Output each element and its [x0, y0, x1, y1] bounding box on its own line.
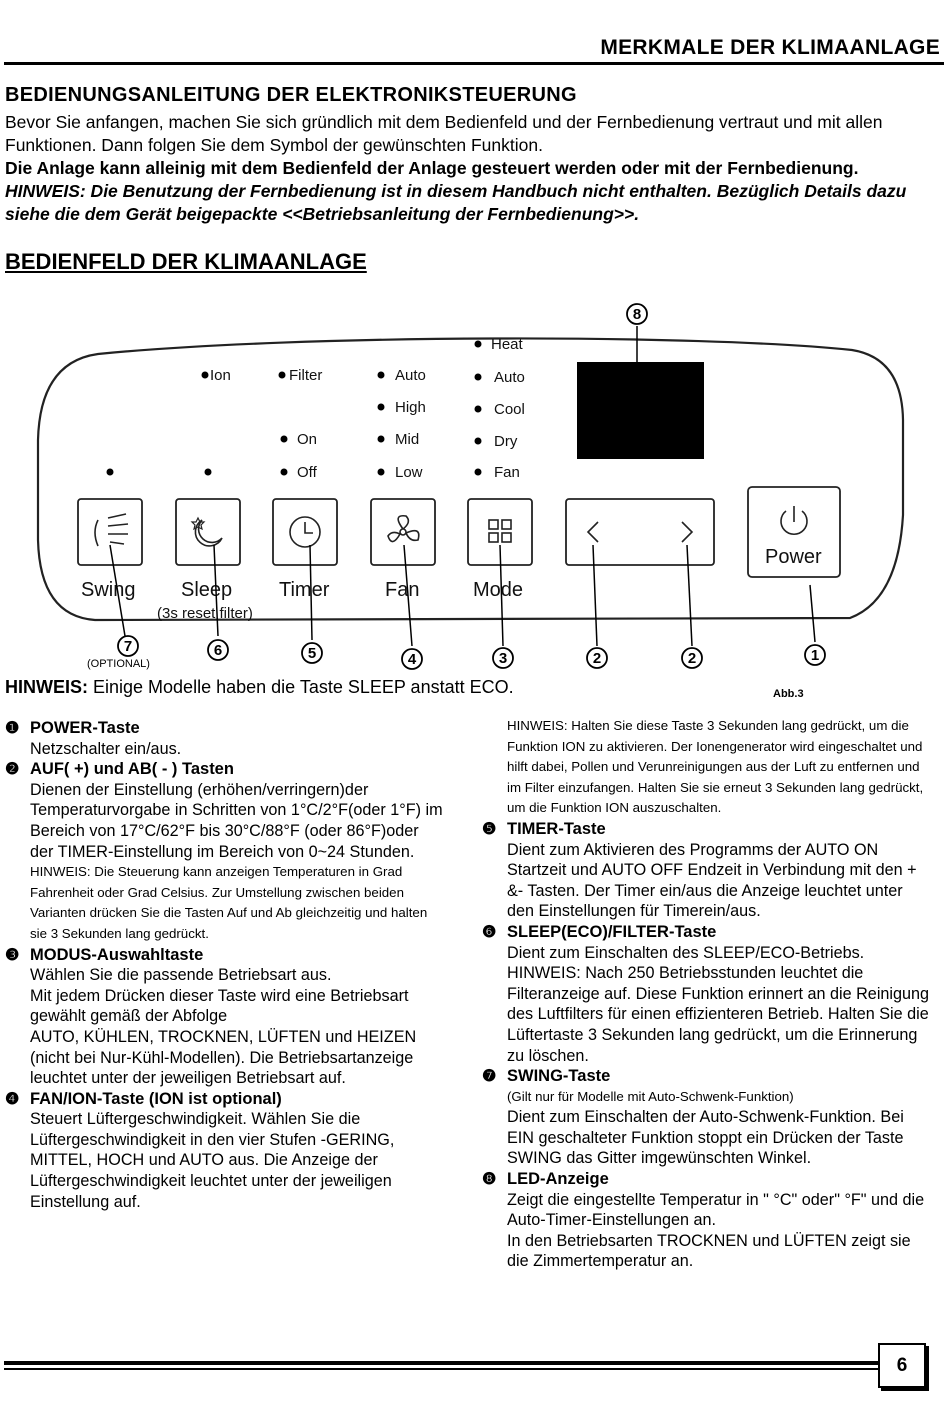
swing-button	[78, 499, 142, 565]
item-fan-ion	[5, 1089, 445, 1213]
indicator-cool: Cool	[494, 401, 525, 418]
item-number: ❸	[5, 945, 20, 964]
item-text: Wählen Sie die passende Betriebsart aus.	[30, 966, 332, 985]
item-text: In den Betriebsarten TROCKNEN und LÜFTEN zeigt sie die Zimmertemperatur an.	[507, 1231, 911, 1271]
item-timer	[482, 819, 932, 922]
item-title: AUF( +) und AB( - ) Tasten	[30, 760, 234, 779]
intro-paragraph: Bevor Sie anfangen, machen Sie sich gründlich mit dem Bedienfeld und der Fernbedienung vertraut und mit allen Funktionen. Dann folgen Sie dem Symbol der gewünschten Funktion.	[5, 112, 883, 155]
manual-title: BEDIENUNGSANLEITUNG DER ELEKTRONIKSTEUERUNG	[5, 84, 577, 106]
indicator-high: High	[395, 399, 426, 416]
item-text: Dient zum Einschalten des SLEEP/ECO-Betriebs. HINWEIS: Nach 250 Betriebsstunden leuchtet die Filteranzeige auf. Diese Funktion erinnert an die Reinigung des Luftfilters für einen effizienteren Betrieb. Halten Sie die Lüftertaste 3 Sekunden lang gedrückt, um die Erinnerung zu löschen.	[507, 943, 930, 1065]
indicator-mode-auto: Auto	[494, 369, 525, 386]
swing-label: Swing	[81, 579, 136, 601]
fan-button	[371, 499, 435, 565]
timer-label: Timer	[279, 579, 330, 601]
models-note	[5, 677, 514, 698]
callout-1: 1	[810, 647, 820, 664]
indicator-filter: Filter	[289, 367, 323, 384]
sleep-sublabel: (3s reset filter)	[157, 605, 253, 622]
callout-line-2a	[593, 545, 597, 646]
indicator-mid: Mid	[395, 431, 420, 448]
item-number: ❽	[482, 1170, 497, 1189]
callout-2a: 2	[592, 650, 602, 667]
callout-3: 3	[498, 650, 508, 667]
item-text: Netzschalter ein/aus.	[30, 739, 182, 758]
indicator-low: Low	[395, 464, 423, 481]
intro-note: HINWEIS: Die Benutzung der Fernbedienung ist in diesem Handbuch nicht enthalten. Bezüglich Details dazu siehe die dem Gerät beigepackte <<Betriebsanleitung der Fernbedienung>>.	[5, 181, 907, 224]
indicator-ion: Ion	[210, 367, 231, 384]
item-text: Dient zum Aktivieren des Programms der AUTO ON Startzeit und AUTO OFF Endzeit in Verbindung mit den + &- Tasten. Der Timer ein/aus die Anzeige leuchtet unter den Einstellungen für Timerein/aus.	[507, 840, 917, 921]
item-text: AUTO, KÜHLEN, TROCKNEN, LÜFTEN und HEIZEN (nicht bei Nur-Kühl-Modellen). Die Betriebsartanzeige leuchtet unter der jeweiligen Betriebsart auf.	[30, 1027, 417, 1088]
item-note: (Gilt nur für Modelle mit Auto-Schwenk-Funktion)	[507, 1088, 794, 1104]
item-power	[5, 718, 445, 759]
item-title: LED-Anzeige	[507, 1170, 609, 1189]
item-number: ❻	[482, 922, 497, 941]
item-number: ❼	[482, 1067, 497, 1086]
section-header: MERKMALE DER KLIMAANLAGE	[600, 36, 940, 59]
ion-note: HINWEIS: Halten Sie diese Taste 3 Sekunden lang gedrückt, um die Funktion ION zu aktivieren. Der Ionengenerator wird eingeschaltet und hilft dabei, Pollen und Verunreinigungen aus der Luft zu entfernen und im Filter einzufangen. Halten Sie sie erneut 3 Sekunden lang gedrückt, um die Funktion ION auszuschalten.	[507, 718, 924, 816]
left-column	[5, 718, 445, 1212]
callout-4: 4	[407, 651, 417, 668]
indicator-fan: Fan	[494, 464, 520, 481]
callout-line-5	[310, 545, 312, 640]
item-text: Dient zum Einschalten der Auto-Schwenk-Funktion. Bei EIN geschalteter Funktion stoppt ein Drücken der Taste SWING das Gitter imgewünschten Winkel.	[507, 1108, 904, 1168]
right-column	[482, 716, 932, 1272]
fan-icon	[388, 516, 419, 542]
item-title: MODUS-Auswahltaste	[30, 945, 204, 964]
item-note: HINWEIS: Die Steuerung kann anzeigen Temperaturen in Grad Fahrenheit oder Grad Celsius. Zur Umstellung zwischen beiden Varianten drücken Sie die Tasten Auf und Ab gleichzeitig und halten sie 3 Sekunden lang gedrückt.	[30, 864, 428, 941]
fan-label: Fan	[385, 579, 420, 601]
indicator-on: On	[297, 431, 318, 448]
item-sleep-filter	[482, 922, 932, 1066]
item-text: Mit jedem Drücken dieser Taste wird eine Betriebsart gewählt gemäß der Abfolge	[30, 986, 409, 1026]
footer-rule-thin	[4, 1368, 878, 1370]
item-number: ❹	[5, 1089, 20, 1108]
chevron-right-icon	[682, 522, 692, 542]
optional-label: (OPTIONAL)	[87, 658, 150, 670]
intro-bold-paragraph: Die Anlage kann alleinig mit dem Bedienfeld der Anlage gesteuert werden oder mit der Fernbedienung.	[5, 158, 859, 178]
indicator-off: Off	[297, 464, 317, 481]
note-label: HINWEIS:	[5, 677, 88, 697]
callout-line-1	[810, 585, 815, 642]
panel-title: BEDIENFELD DER KLIMAANLAGE	[5, 249, 367, 274]
callout-line-2b	[687, 545, 692, 646]
item-number: ❶	[5, 719, 20, 737]
intro-text	[5, 111, 940, 226]
item-swing	[482, 1066, 932, 1169]
sleep-moon-icon	[192, 518, 222, 546]
indicator-dry: Dry	[494, 433, 518, 450]
sleep-button	[176, 499, 240, 565]
swing-icon	[95, 514, 128, 546]
item-text: Zeigt die eingestellte Temperatur in " °C" oder" °F" und die Auto-Timer-Einstellungen an.	[507, 1190, 925, 1230]
power-label: Power	[765, 546, 822, 568]
indicator-auto: Auto	[395, 367, 426, 384]
footer-rule	[4, 1361, 878, 1365]
item-number: ❺	[482, 819, 497, 838]
indicator-heat: Heat	[491, 336, 523, 353]
note-text: Einige Modelle haben die Taste SLEEP anstatt ECO.	[88, 677, 514, 697]
item-title: SWING-Taste	[507, 1067, 611, 1086]
item-title: POWER-Taste	[30, 719, 140, 737]
led-display	[577, 362, 704, 459]
item-title: TIMER-Taste	[507, 819, 606, 838]
callout-2b: 2	[687, 650, 697, 667]
power-icon	[781, 506, 807, 534]
header-rule	[4, 62, 944, 65]
callout-5: 5	[307, 645, 317, 662]
item-mode	[5, 945, 445, 1089]
item-title: SLEEP(ECO)/FILTER-Taste	[507, 922, 717, 941]
mode-grid-icon	[489, 520, 511, 542]
item-title: FAN/ION-Taste (ION ist optional)	[30, 1089, 282, 1108]
clock-icon	[290, 517, 320, 547]
mode-label: Mode	[473, 579, 524, 601]
page-number: 6	[878, 1343, 926, 1388]
item-number: ❷	[5, 760, 20, 779]
item-text: Steuert Lüftergeschwindigkeit. Wählen Sie die Lüftergeschwindigkeit in den vier Stufen -GERING, MITTEL, HOCH und AUTO aus. Die Anzeige der Lüftergeschwindigkeit leuchtet unter der jeweiligen Einstellung auf.	[30, 1110, 395, 1211]
callout-7: 7	[123, 638, 133, 655]
control-panel-diagram	[0, 295, 950, 680]
item-up-down	[5, 759, 445, 944]
figure-label: Abb.3	[773, 688, 804, 700]
callout-8: 8	[632, 306, 642, 323]
callout-6: 6	[213, 642, 223, 659]
chevron-left-icon	[588, 522, 598, 542]
item-text: Dienen der Einstellung (erhöhen/verringern)der Temperaturvorgabe in Schritten von 1°C/2°F(oder 1°F) im Bereich von 17°C/62°F bis 30°C/88°F (oder 86°F)oder der TIMER-Einstellung im Bereich von 0~24 Stunden.	[30, 780, 443, 861]
sleep-label: Sleep	[181, 579, 233, 601]
item-led	[482, 1169, 932, 1272]
